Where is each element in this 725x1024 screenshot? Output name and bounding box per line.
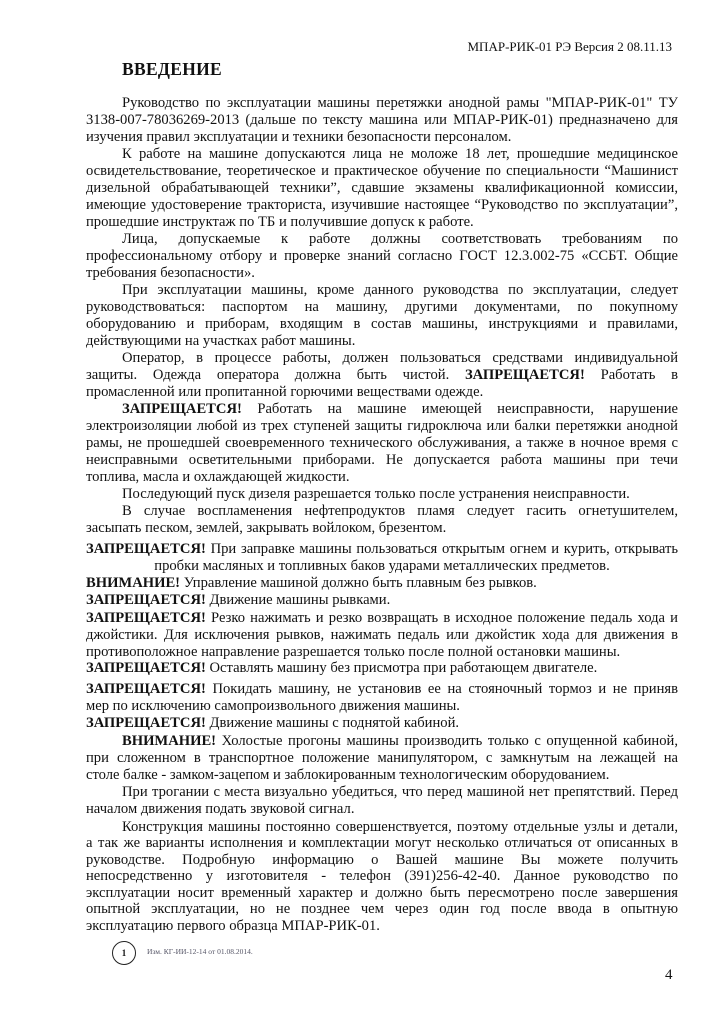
paragraph bbox=[86, 592, 678, 609]
paragraph bbox=[86, 715, 678, 732]
paragraph bbox=[86, 282, 678, 350]
text-line: ЗАПРЕЩАЕТСЯ! Резко нажимать и резко возвращать в исходное положение педаль хода и bbox=[86, 609, 678, 626]
text-line: промасленной или пропитанной горючими веществами одежде. bbox=[86, 383, 484, 400]
text-line: началом движения подать звуковой сигнал. bbox=[86, 800, 355, 817]
warning-label: ВНИМАНИЕ! bbox=[122, 732, 217, 749]
warning-label: ЗАПРЕЩАЕТСЯ! bbox=[86, 591, 206, 608]
text-line: Последующий пуск дизеля разрешается только после устранения неисправности. bbox=[122, 485, 630, 502]
paragraph bbox=[86, 681, 678, 715]
text-line: имеющие удостоверение тракториста, изучившие настоящее “Руководство по эксплуатации”, bbox=[86, 196, 678, 213]
warning-label: ВНИМАНИЕ! bbox=[86, 574, 181, 591]
text-line: ЗАПРЕЩАЕТСЯ! Движение машины с поднятой кабиной. bbox=[86, 714, 460, 731]
text-line: При эксплуатации машины, кроме данного руководства по эксплуатации, следует bbox=[122, 281, 678, 298]
paragraph bbox=[86, 610, 678, 661]
text-line: ЗАПРЕЩАЕТСЯ! Работать на машине имеющей неисправности, нарушение bbox=[122, 400, 678, 417]
text-line: столе балке - замком-зацепом и заблокированным технологическим оборудованием. bbox=[86, 766, 610, 783]
warning-label: ЗАПРЕЩАЕТСЯ! bbox=[86, 680, 206, 697]
warning-label: ЗАПРЕЩАЕТСЯ! bbox=[122, 400, 242, 417]
text-line: 3138-007-78036269-2013 (дальше по тексту машина или МПАР-РИК-01) предназначено для bbox=[86, 111, 678, 128]
text-line: неисправными осветительными приборами. Не допускается работа машины при течи bbox=[86, 451, 678, 468]
text-line: рамы, не прошедшей своевременного технического обслуживания, а также в ночное время с bbox=[86, 434, 678, 451]
paragraph bbox=[86, 819, 678, 935]
text-line: ЗАПРЕЩАЕТСЯ! Оставлять машину без присмотра при работающем двигателе. bbox=[86, 659, 598, 676]
paragraph bbox=[86, 541, 678, 575]
text-line: руководствоваться: паспортом на машину, другими документами, по покупному bbox=[86, 298, 678, 315]
text-line: оборудованию и приборам, входящим в состав машины, инструкциями и правилами, bbox=[86, 315, 678, 332]
text-line: ВНИМАНИЕ! Управление машиной должно быть плавным без рывков. bbox=[86, 574, 537, 591]
text-line: действующими на участках работ машины. bbox=[86, 332, 356, 349]
revision-mark: 1 bbox=[112, 941, 136, 965]
paragraph bbox=[86, 575, 678, 592]
warning-label: ЗАПРЕЩАЕТСЯ! bbox=[464, 366, 585, 383]
text-line: а так же варианты исполнения и комплектации могут несколько отличаться от описанных в bbox=[86, 835, 678, 852]
text-line: Оператор, в процессе работы, должен пользоваться средствами индивидуальной bbox=[122, 349, 678, 366]
warning-label: ЗАПРЕЩАЕТСЯ! bbox=[86, 540, 206, 557]
text-line: защиты. Одежда оператора должна быть чистой. ЗАПРЕЩАЕТСЯ! Работать в bbox=[86, 366, 679, 383]
text-line: пробки масляных и топливных баков ударами металлических предметов. bbox=[154, 557, 610, 574]
text-line: руководстве. Подробную информацию о Вашей машине Вы можете получить bbox=[86, 851, 678, 868]
text-line: Лица, допускаемые к работе должны соответствовать требованиям по bbox=[122, 230, 678, 247]
text-line: непосредственно у изготовителя - телефон (391)256-42-40. Данное руководство по bbox=[86, 868, 678, 885]
text-line: при сложенном в транспортное положение манипулятором, с замкнутым на лежащей на bbox=[86, 749, 678, 766]
paragraph bbox=[86, 784, 678, 818]
text-line: Руководство по эксплуатации машины перетяжки анодной рамы "МПАР-РИК-01" ТУ bbox=[122, 94, 678, 111]
text-line: При трогании с места визуально убедиться, что перед машиной нет препятствий. Перед bbox=[122, 783, 678, 800]
warning-label: ЗАПРЕЩАЕТСЯ! bbox=[86, 714, 206, 731]
paragraph bbox=[86, 146, 678, 231]
text-line: ЗАПРЕЩАЕТСЯ! Движение машины рывками. bbox=[86, 591, 391, 608]
paragraph bbox=[86, 486, 678, 503]
text-line: освидетельствование, теоретическое и практическое обучение по специальности “Машинист bbox=[86, 162, 678, 179]
revision-note: Изм. КГ-ИИ-12-14 от 01.08.2014. bbox=[147, 947, 253, 956]
text-line: эксплуатацию первого образца МПАР-РИК-01. bbox=[86, 917, 380, 934]
text-line: дизельной обрабатывающей техники”, сдавшие экзамены квалификационной комиссии, bbox=[86, 179, 678, 196]
text-line: противоположное направление разрешается только после полной остановки машины. bbox=[86, 643, 621, 660]
text-line: прошедшие инструктаж по ТБ и получившие допуск к работе. bbox=[86, 213, 474, 230]
paragraph bbox=[86, 733, 678, 784]
running-header: МПАР-РИК-01 РЭ Версия 2 08.11.13 bbox=[467, 39, 672, 54]
text-line: джойстики. Для исключения рывков, нажимать педаль или джойстик хода для движения в bbox=[86, 626, 678, 643]
text-line: мер по исключению самопроизвольного движения машины. bbox=[86, 697, 460, 714]
text-line: ЗАПРЕЩАЕТСЯ! Покидать машину, не установив ее на стояночный тормоз и не приняв bbox=[86, 680, 678, 697]
text-line: требования безопасности». bbox=[86, 264, 255, 281]
text-line: ВНИМАНИЕ! Холостые прогоны машины производить только с опущенной кабиной, bbox=[122, 732, 678, 749]
warning-label: ЗАПРЕЩАЕТСЯ! bbox=[86, 659, 206, 676]
text-line: ЗАПРЕЩАЕТСЯ! При заправке машины пользоваться открытым огнем и курить, открывать bbox=[86, 540, 678, 557]
text-line: топлива, масла и охлаждающей жидкости. bbox=[86, 468, 350, 485]
text-line: В случае воспламенения нефтепродуктов пламя следует гасить огнетушителем, bbox=[122, 502, 678, 519]
paragraph bbox=[86, 503, 678, 537]
paragraph bbox=[86, 350, 678, 401]
paragraph bbox=[86, 95, 678, 146]
section-title: ВВЕДЕНИЕ bbox=[122, 59, 223, 79]
warning-label: ЗАПРЕЩАЕТСЯ! bbox=[86, 609, 206, 626]
text-line: К работе на машине допускаются лица не моложе 18 лет, прошедшие медицинское bbox=[122, 145, 678, 162]
page-number: 4 bbox=[665, 967, 673, 983]
text-line: засыпать песком, землей, закрывать войлоком, брезентом. bbox=[86, 519, 447, 536]
text-line: опытной эксплуатации, но не позднее чем через один год после ввода в опытную bbox=[86, 901, 678, 918]
text-line: Конструкция машины постоянно совершенствуется, поэтому отдельные узлы и детали, bbox=[122, 818, 678, 835]
paragraph bbox=[86, 231, 678, 282]
text-line: изучения правил эксплуатации и техники безопасности персоналом. bbox=[86, 128, 512, 145]
paragraph bbox=[86, 660, 678, 677]
text-line: эксплуатации носит временный характер и должно быть пересмотрено после завершения bbox=[86, 884, 678, 901]
text-line: электроизоляции любой из трех ступеней защиты гидроключа или балки перетяжки анодной bbox=[86, 417, 678, 434]
paragraph bbox=[86, 401, 678, 486]
text-line: профессиональному отбору и проверке знаний согласно ГОСТ 12.3.002-75 «ССБТ. Общие bbox=[86, 247, 678, 264]
